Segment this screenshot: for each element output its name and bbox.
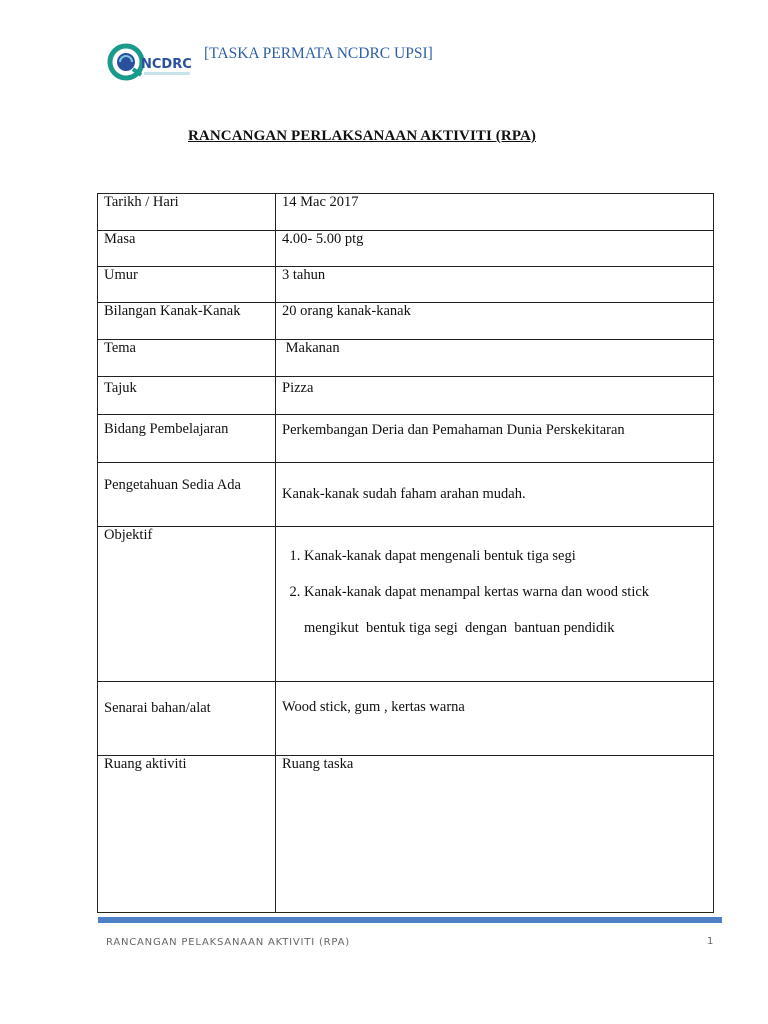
row-label: Senarai bahan/alat [98,682,276,756]
row-value: Wood stick, gum , kertas warna [276,682,714,756]
row-label: Ruang aktiviti [98,756,276,913]
table-row [98,231,714,267]
table-row [98,340,714,377]
objective-text: Kanak-kanak dapat mengenali bentuk tiga segi [304,548,576,564]
table-row [98,756,714,913]
row-value: 3 tahun [276,267,714,303]
table-row [98,682,714,756]
row-value: Makanan [276,340,714,377]
row-label: Bilangan Kanak-Kanak [98,303,276,340]
table-row [98,377,714,415]
objective-item [304,538,707,574]
row-label: Tema [98,340,276,377]
row-label: Masa [98,231,276,267]
row-value: 20 orang kanak-kanak [276,303,714,340]
svg-text:NCDRC: NCDRC [141,57,192,72]
objective-text: Kanak-kanak dapat menampal kertas warna dan wood stick [304,584,650,600]
row-label: Umur [98,267,276,303]
row-value: 14 Mac 2017 [276,194,714,231]
objectives-cell [276,527,714,682]
page-number: 1 [707,936,714,947]
row-value: 4.00- 5.00 ptg [276,231,714,267]
ncdrc-logo [104,38,192,94]
row-value: Pizza [276,377,714,415]
objectives-list [282,538,707,646]
objective-item [304,574,707,646]
row-label: Tajuk [98,377,276,415]
footer-title: RANCANGAN PELAKSANAAN AKTIVITI (RPA) [106,937,350,948]
row-label: Bidang Pembelajaran [98,415,276,463]
table-row [98,527,714,682]
header-title: [TASKA PERMATA NCDRC UPSI] [204,45,433,62]
row-value: Perkembangan Deria dan Pemahaman Dunia Perskekitaran [276,415,714,463]
document-header [104,38,444,94]
activity-plan-table [97,193,714,913]
table-row [98,415,714,463]
table-row [98,194,714,231]
row-label: Tarikh / Hari [98,194,276,231]
footer-divider [98,917,722,923]
row-value: Kanak-kanak sudah faham arahan mudah. [276,463,714,527]
table-row [98,463,714,527]
row-value: Ruang taska [276,756,714,913]
table-row [98,267,714,303]
row-label: Objektif [98,527,276,682]
objective-text-continued: mengikut bentuk tiga segi dengan bantuan pendidik [304,620,615,636]
table-row [98,303,714,340]
document-title: RANCANGAN PERLAKSANAAN AKTIVITI (RPA) [187,128,537,144]
row-label: Pengetahuan Sedia Ada [98,463,276,527]
